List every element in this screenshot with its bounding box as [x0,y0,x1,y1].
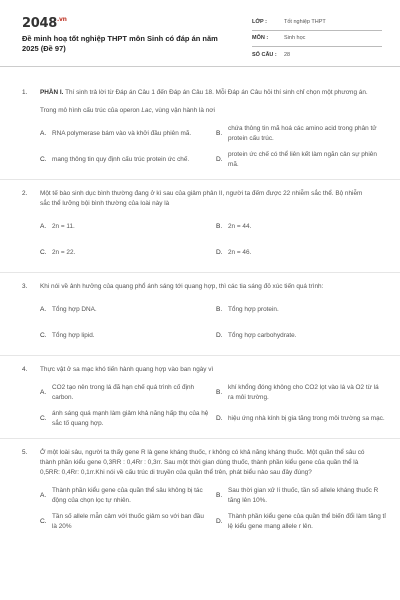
option-letter: B. [216,492,223,499]
question-text-body: Thí sinh trả lời từ Đáp án Câu 1 đến Đáp án Câu 18. Mỗi Đáp án Câu hỏi thí sinh chỉ chọn một phương án. [63,89,368,96]
option-text: khí khổng đóng không cho CO2 lọt vào lá và O2 từ lá ra môi trường. [228,384,379,401]
divider [0,272,400,273]
option-text: mang thông tin quy định cấu trúc protein ức chế. [52,156,190,163]
option-letter: D. [216,415,223,422]
option-c[interactable] [40,150,210,170]
option-d[interactable] [216,150,386,170]
option-b[interactable] [216,217,386,237]
question-1 [0,88,400,170]
option-a[interactable] [40,300,210,320]
meta-label: SỐ CÂU : [252,51,277,58]
option-letter: C. [40,332,47,339]
option-letter: D. [216,518,223,525]
option-letter: A. [40,492,47,499]
option-d[interactable] [216,243,386,263]
option-text: Tần số allele mẫn cảm với thuốc giảm so với ban đầu là 20% [52,513,204,530]
page-title: Đề minh hoạ tốt nghiệp THPT môn Sinh có đáp án năm 2025 (Đề 97) [22,34,218,53]
option-letter: B. [216,306,223,313]
option-text: 2n = 11. [52,223,75,230]
meta-row-class [252,14,382,31]
option-text: Tổng hợp carbohydrate. [228,332,297,339]
logo-text: 2048 [22,16,57,31]
question-stem [40,106,374,116]
option-letter: B. [216,130,223,137]
option-letter: A. [40,389,47,396]
option-letter: A. [40,306,47,313]
option-a[interactable] [40,486,210,506]
question-text [40,88,374,98]
question-text: Một tế bào sinh dục bình thường đang ở kì sau của giảm phân II, người ta đếm được 22 nhiễm sắc thể. Bộ nhiễm sắc thể lưỡng bội bình thường của loài này là [40,190,363,207]
stem-text: Trong mô hình cấu trúc của operon [40,107,142,114]
part-label: PHẦN I. [40,89,64,96]
option-d[interactable] [216,326,386,346]
option-a[interactable] [40,217,210,237]
option-letter: C. [40,415,47,422]
option-letter: D. [216,156,223,163]
question-5 [0,448,400,532]
option-text: RNA polymerase bám vào và khởi đầu phiên mã. [52,130,192,137]
option-d[interactable] [216,409,386,429]
header [0,0,400,67]
question-4 [0,365,400,429]
option-letter: D. [216,332,223,339]
option-text: Tổng hợp lipid. [52,332,95,339]
options [40,124,377,170]
option-text: hiệu ứng nhà kính bị gia tăng trong môi trường sa mạc. [228,415,385,422]
option-text: 2n = 22. [52,249,76,256]
question-number: 3. [22,283,28,290]
option-c[interactable] [40,409,210,429]
option-a[interactable] [40,124,210,144]
options [40,300,374,346]
meta-label: MÔN : [252,35,269,42]
divider [0,179,400,180]
option-text: ánh sáng quá mạnh làm giảm khả năng hấp thụ của hệ sắc tố quang hợp. [52,410,209,427]
stem-text: , vùng vận hành là nơi [151,107,215,114]
option-text: protein ức chế có thể liên kết làm ngăn cản sự phiên mã. [228,151,377,168]
option-b[interactable] [216,124,386,144]
meta-table [252,14,382,63]
options [40,383,385,429]
options [40,486,386,532]
option-a[interactable] [40,383,210,403]
stem-italic: Lac [141,107,152,114]
question-number: 1. [22,89,28,96]
option-text: Thành phần kiểu gene của quần thể biến đổi làm tăng tỉ lệ kiểu gene mang allele r lên. [228,513,386,530]
option-text: Tổng hợp DNA. [52,306,97,313]
meta-row-count [252,47,382,63]
question-text: Thực vật ở sa mạc khó tiến hành quang hợp vào ban ngày vì [40,366,214,373]
option-text: Sau thời gian xử lí thuốc, tần số allele kháng thuốc R tăng lên 10%. [228,487,379,504]
option-c[interactable] [40,243,210,263]
option-letter: A. [40,130,47,137]
meta-row-subject [252,31,382,48]
option-c[interactable] [40,326,210,346]
option-letter: C. [40,518,47,525]
question-list [0,88,400,532]
option-letter: C. [40,249,47,256]
option-b[interactable] [216,300,386,320]
divider [0,438,400,439]
option-text: CO2 tạo nên trong lá đã hạn chế quá trình cố định carbon. [52,384,195,401]
divider [0,355,400,356]
option-text: chứa thông tin mã hoá các amino acid trong phân tử protein cấu trúc. [228,125,377,142]
logo-suffix: .vn [56,16,67,23]
option-letter: D. [216,249,223,256]
question-number: 4. [22,366,28,373]
meta-value: 28 [284,51,291,58]
meta-label: LỚP : [252,18,267,25]
option-d[interactable] [216,512,386,532]
question-number: 2. [22,190,28,197]
option-text: 2n = 46. [228,249,252,256]
option-letter: B. [216,389,223,396]
option-letter: C. [40,156,47,163]
option-text: Tổng hợp protein. [228,306,279,313]
option-b[interactable] [216,383,386,403]
site-logo[interactable] [22,16,67,31]
question-text: Khi nói về ảnh hưởng của quang phổ ánh sáng tới quang hợp, thì các tia sáng đỏ xúc tiến quá trình: [40,283,324,290]
option-letter: A. [40,223,47,230]
option-c[interactable] [40,512,210,532]
meta-value: Tốt nghiệp THPT [284,18,326,25]
option-text: Thành phần kiểu gene của quần thể sâu không bị tác động của chọn lọc tự nhiên. [52,487,203,504]
option-b[interactable] [216,486,386,506]
option-text: 2n = 44. [228,223,252,230]
question-3 [0,282,400,346]
question-number: 5. [22,449,28,456]
meta-value: Sinh học [284,35,306,42]
option-letter: B. [216,223,223,230]
question-2 [0,189,400,263]
options [40,217,374,263]
question-text: Ở một loài sâu, người ta thấy gene R là gene kháng thuốc, r không có khả năng kháng thuốc. Một quần thể sâu có thành phần kiểu gene 0,3RR : 0,4Rr : 0,3rr. Sau một thời gian dùng thuốc, thành phần kiểu gene của quần thể là 0,5RR: 0,4Rr: 0,1rr.Khi nói về cấu trúc di truyền của quần thể trên, phát biểu nào sau đây đúng? [40,449,365,476]
